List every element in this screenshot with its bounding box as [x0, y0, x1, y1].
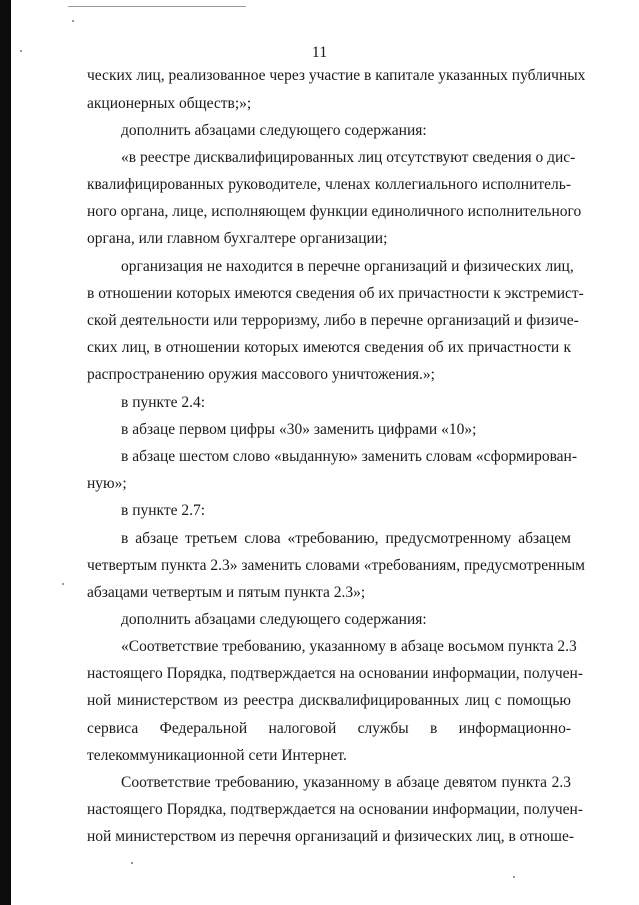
text-line: дополнить абзацами следующего содержания:: [121, 122, 427, 139]
text-line: в пункте 2.4:: [121, 394, 206, 411]
text-line: Соответствие требованию, указанному в абзаце девятом пункта 2.3: [121, 774, 571, 791]
text-line: ской деятельности или терроризму, либо в перечне организаций и физиче-: [87, 312, 579, 329]
text-line: четвертым пункта 2.3» заменить словами «требованиям, предусмотренным: [87, 557, 585, 574]
text-line: «Соответствие требованию, указанному в абзаце восьмом пункта 2.3: [121, 638, 577, 655]
text-line: квалифицированных руководителе, членах коллегиального исполнитель-: [87, 176, 571, 193]
scan-streak: [68, 6, 246, 7]
text-line: дополнить абзацами следующего содержания:: [121, 611, 427, 628]
scan-speck: [72, 20, 74, 22]
text-line: настоящего Порядка, подтверждается на основании информации, получен-: [87, 801, 584, 818]
text-line: ную»;: [87, 475, 127, 492]
text-line: ного органа, лице, исполняющем функции единоличного исполнительного: [87, 203, 582, 220]
scan-speck: [131, 862, 133, 864]
text-line: ческих лиц, реализованное через участие в капитале указанных публичных: [87, 67, 586, 84]
text-line: настоящего Порядка, подтверждается на основании информации, получен-: [87, 665, 584, 682]
page-number: 11: [311, 44, 328, 61]
text-line: в абзаце шестом слово «выданную» заменить словам «сформирован-: [121, 448, 578, 465]
text-line: в абзаце первом цифры «30» заменить цифрами «10»;: [121, 421, 477, 438]
text-line: в пункте 2.7:: [121, 502, 206, 519]
text-line: абзацами четвертым и пятым пункта 2.3»;: [87, 584, 366, 601]
text-line: распространению оружия массового уничтожения.»;: [87, 366, 435, 383]
scan-speck: [62, 583, 64, 585]
text-line: ной министерством из перечня организаций и физических лиц, в отноше-: [87, 828, 575, 845]
text-line: организация не находится в перечне организаций и физических лиц,: [121, 258, 574, 275]
scan-speck: [513, 876, 515, 878]
text-line: в абзаце третьем слова «требованию, предусмотренному абзацем: [121, 530, 571, 547]
text-line: органа, или главном бухгалтере организации;: [87, 230, 388, 247]
text-line: ских лиц, в отношении которых имеются сведения об их причастности к: [87, 339, 571, 356]
text-line: ной министерством из реестра дисквалифицированных лиц с помощью: [87, 692, 571, 709]
text-line: в отношении которых имеются сведения об их причастности к экстремист-: [87, 285, 584, 302]
text-line: сервиса Федеральной налоговой службы в информационно-: [87, 720, 571, 737]
text-line: «в реестре дисквалифицированных лиц отсутствуют сведения о дис-: [121, 149, 576, 166]
text-line: акционерных обществ;»;: [87, 95, 252, 112]
scan-edge: [0, 0, 11, 905]
text-line: телекоммуникационной сети Интернет.: [87, 747, 347, 764]
